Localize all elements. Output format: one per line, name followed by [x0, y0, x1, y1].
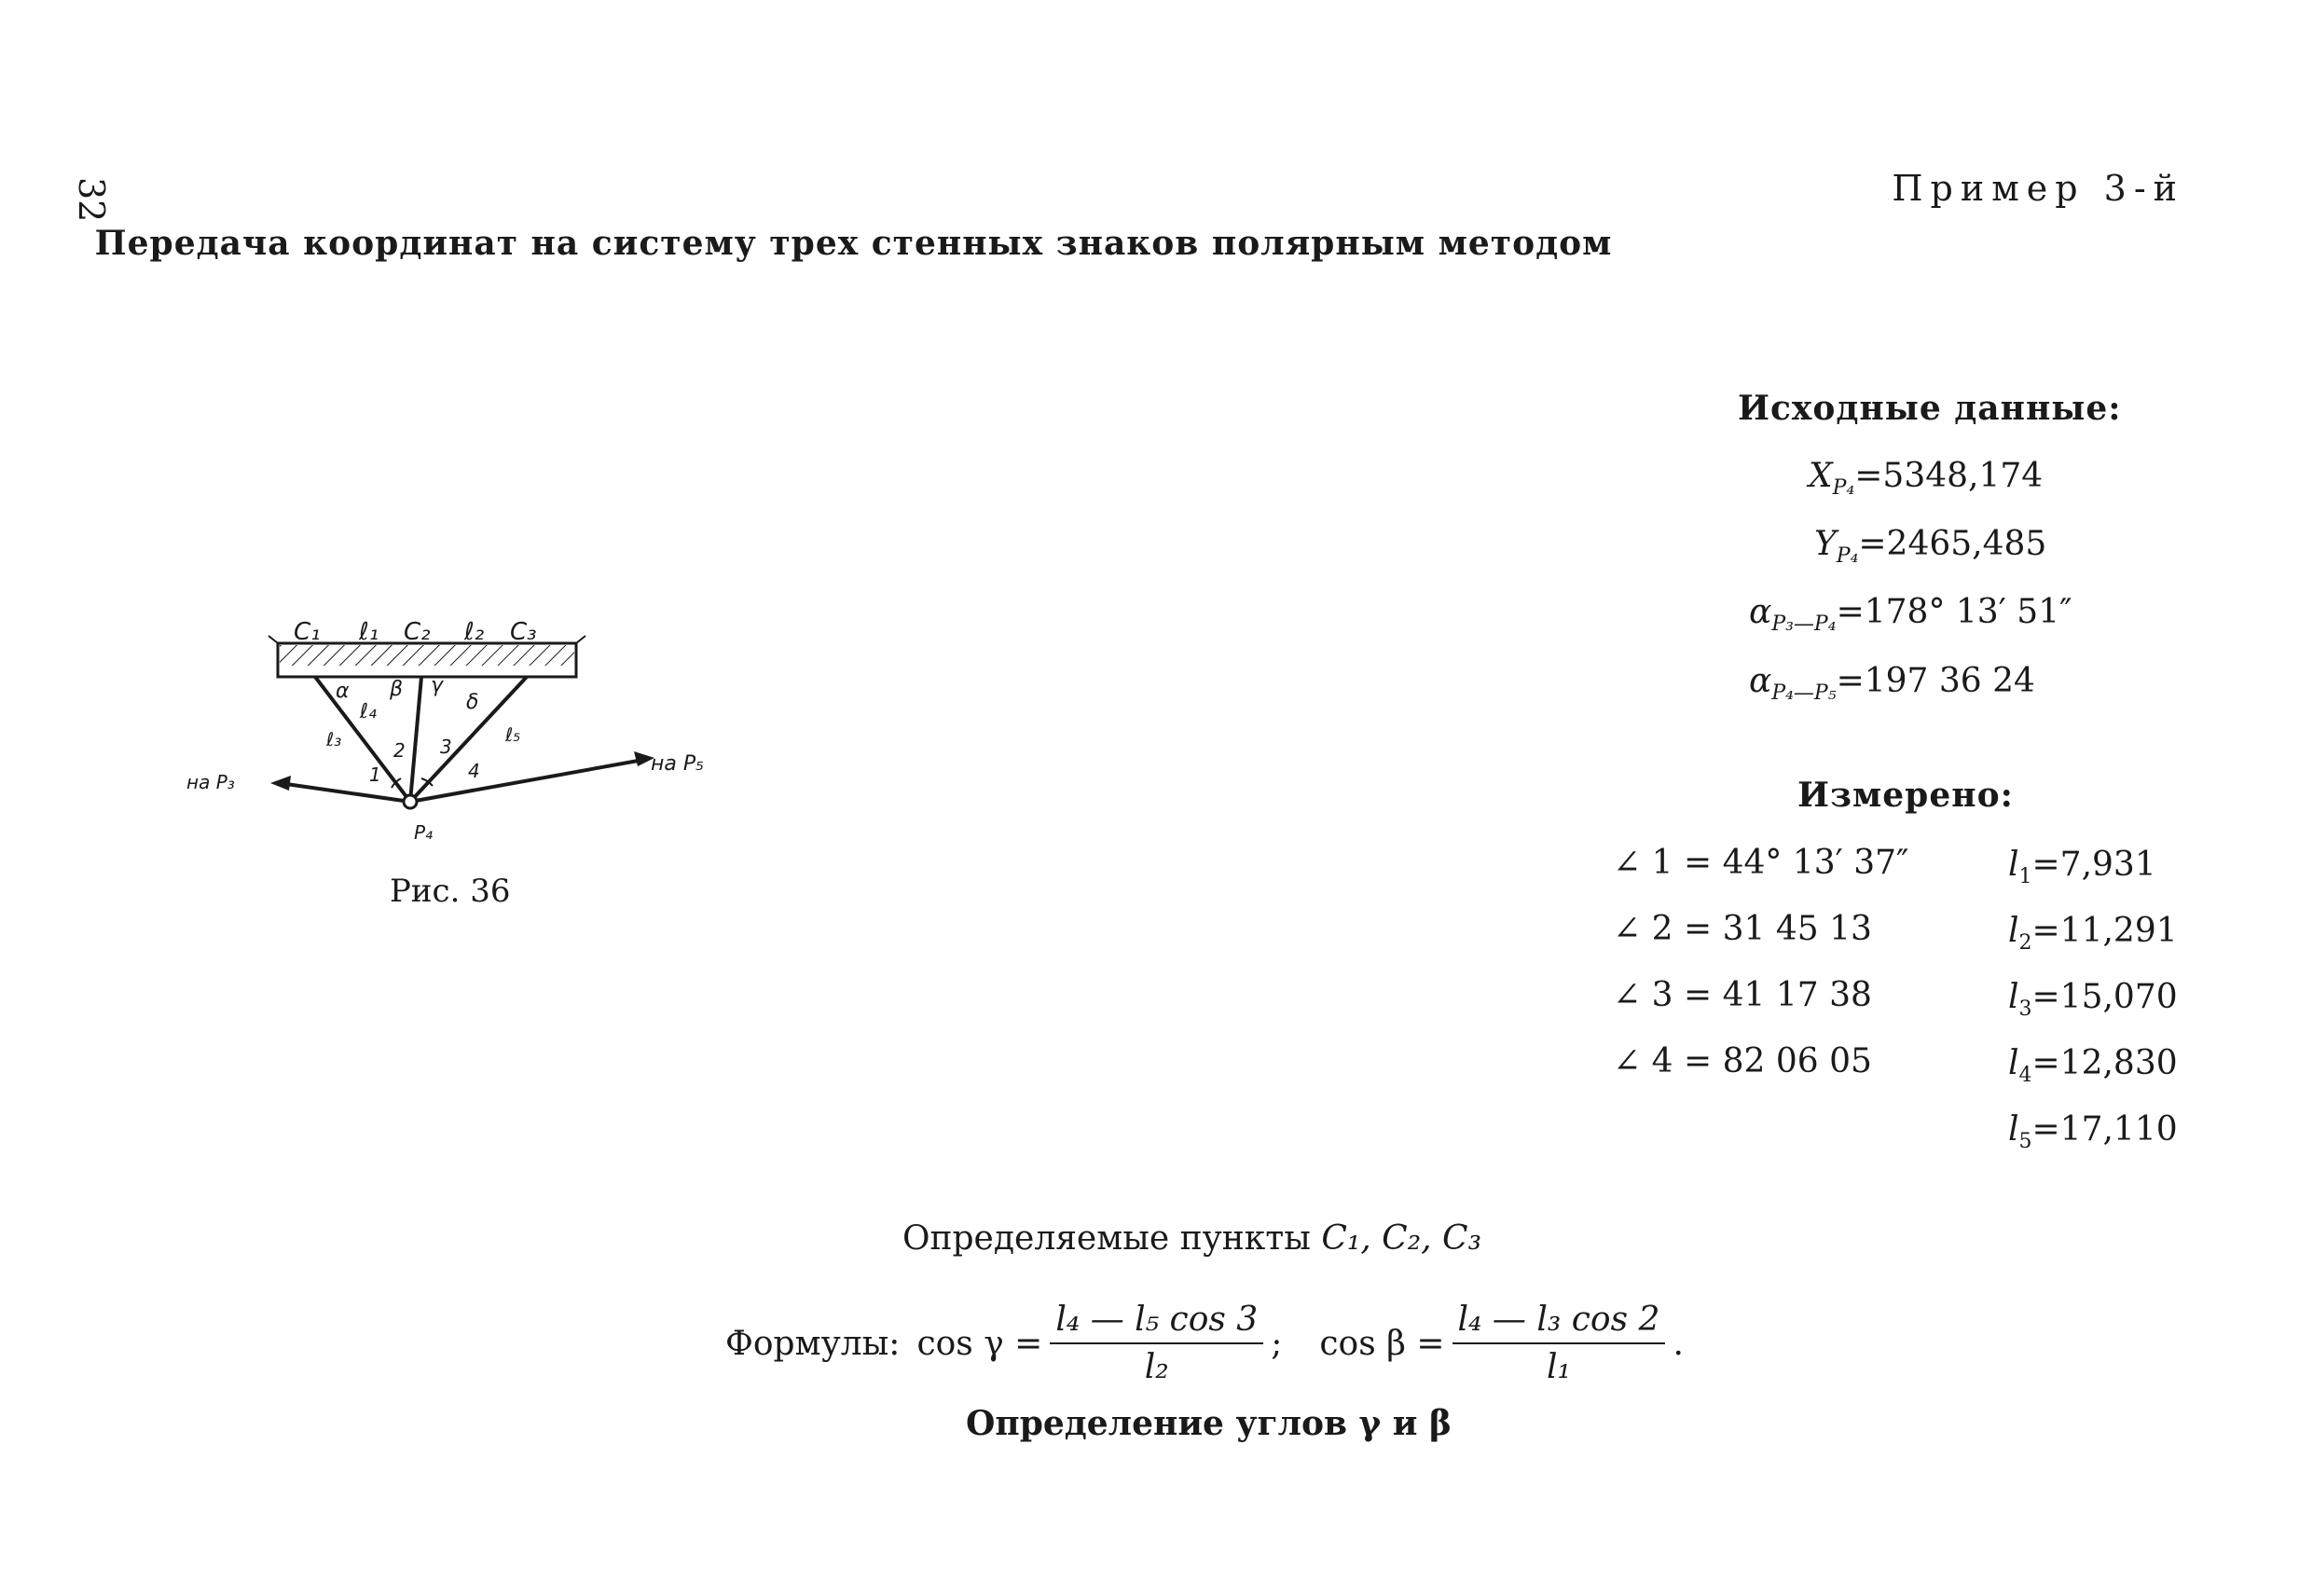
- label-alpha: α: [336, 680, 350, 703]
- length-l2: [2008, 912, 2178, 955]
- label-l2: ℓ₂: [464, 618, 485, 646]
- formula1-numerator: l₄ — l₅ cos 3: [1050, 1300, 1263, 1344]
- determined-points-label: Определяемые пункты: [902, 1219, 1311, 1258]
- page-number: 32: [71, 177, 112, 223]
- arrow-to-p3: [270, 776, 291, 791]
- angle-1: ∠ 1 = 44° 13′ 37″: [1613, 844, 1909, 882]
- l1-symbol: l: [2008, 846, 2019, 884]
- alpha2-value: =197 36 24: [1836, 662, 2035, 700]
- page-title-text: Передача координат на систему трех стенных знаков полярным методом: [94, 224, 1613, 263]
- l5-subscript: 5: [2018, 1130, 2032, 1154]
- l2-subscript: 2: [2018, 931, 2032, 956]
- label-angle-3: 3: [440, 736, 452, 758]
- l4-symbol: l: [2008, 1044, 2019, 1082]
- page-title: [0, 224, 2313, 263]
- l3-symbol: l: [2008, 978, 2019, 1016]
- angle-3: ∠ 3 = 41 17 38: [1613, 976, 1872, 1014]
- label-l5: ℓ₅: [505, 723, 521, 746]
- example-label: Пример 3-й: [1892, 168, 2184, 209]
- label-c1: C₁: [294, 618, 321, 646]
- alpha1-symbol: α: [1749, 593, 1772, 631]
- l2-value: =11,291: [2031, 912, 2178, 950]
- section-heading: Определение углов γ и β: [966, 1404, 1452, 1443]
- label-l3: ℓ₃: [326, 728, 342, 750]
- alpha-p3-p4: [1749, 593, 2072, 636]
- length-l3: [2008, 978, 2178, 1021]
- length-l1: [2008, 846, 2156, 888]
- length-l4: [2008, 1044, 2178, 1087]
- alpha-p4-p5: [1749, 662, 2035, 705]
- y-p4: [1814, 525, 2046, 568]
- formula1-fraction: [1050, 1300, 1263, 1386]
- formula2-fraction: [1453, 1300, 1666, 1386]
- formula-separator: ;: [1271, 1324, 1283, 1363]
- formulas-label: Формулы:: [725, 1324, 901, 1363]
- x-symbol: X: [1809, 457, 1833, 495]
- l2-symbol: l: [2008, 912, 2019, 950]
- label-angle-2: 2: [393, 739, 406, 762]
- alpha1-subscript: P₃—P₄: [1771, 612, 1837, 637]
- point-p4: [404, 795, 417, 808]
- label-delta: δ: [466, 691, 479, 714]
- l1-value: =7,931: [2031, 846, 2156, 884]
- label-l1: ℓ₁: [359, 618, 379, 646]
- determined-points: [902, 1219, 1481, 1258]
- l3-subscript: 3: [2018, 998, 2032, 1022]
- l5-value: =17,110: [2031, 1110, 2178, 1149]
- determined-points-list: C₁, C₂, C₃: [1321, 1219, 1482, 1258]
- figure-36-diagram: [177, 606, 737, 876]
- formula1-denominator: l₂: [1144, 1348, 1169, 1386]
- formula1-lhs: cos γ =: [916, 1324, 1043, 1363]
- formulas: [725, 1300, 1684, 1386]
- angle-4: ∠ 4 = 82 06 05: [1613, 1042, 1872, 1080]
- figure-caption: Рис. 36: [390, 873, 511, 910]
- formula2-numerator: l₄ — l₃ cos 2: [1453, 1300, 1666, 1344]
- length-l5: [2008, 1110, 2178, 1153]
- x-p4: [1809, 457, 2043, 500]
- y-value: =2465,485: [1858, 525, 2047, 563]
- alpha2-subscript: P₄—P₅: [1771, 681, 1837, 706]
- y-symbol: Y: [1814, 525, 1837, 563]
- label-c3: C₃: [510, 618, 537, 646]
- l1-subscript: 1: [2018, 865, 2032, 889]
- initial-data-heading: Исходные данные:: [1738, 389, 2122, 428]
- label-angle-4: 4: [468, 760, 480, 782]
- angle-2: ∠ 2 = 31 45 13: [1613, 910, 1872, 948]
- formula-end: .: [1673, 1324, 1684, 1363]
- label-to-p3: на P₃: [186, 771, 235, 793]
- l5-symbol: l: [2008, 1110, 2019, 1149]
- label-gamma: γ: [431, 674, 444, 697]
- label-l4: ℓ₄: [360, 700, 377, 723]
- formula2-denominator: l₁: [1547, 1348, 1571, 1386]
- label-beta: β: [390, 678, 404, 701]
- label-angle-1: 1: [369, 764, 381, 786]
- l4-value: =12,830: [2031, 1044, 2178, 1082]
- y-subscript: P₄: [1836, 544, 1859, 569]
- x-value: =5348,174: [1854, 457, 2044, 495]
- label-to-p5: на P₅: [651, 752, 704, 776]
- alpha2-symbol: α: [1749, 662, 1772, 700]
- label-c2: C₂: [404, 618, 431, 646]
- l4-subscript: 4: [2018, 1064, 2032, 1088]
- x-subscript: P₄: [1832, 476, 1855, 501]
- alpha1-value: =178° 13′ 51″: [1836, 593, 2072, 631]
- label-p4: P₄: [414, 821, 434, 844]
- formula2-lhs: cos β =: [1319, 1324, 1445, 1363]
- l3-value: =15,070: [2031, 978, 2178, 1016]
- measured-heading: Измерено:: [1797, 776, 2014, 815]
